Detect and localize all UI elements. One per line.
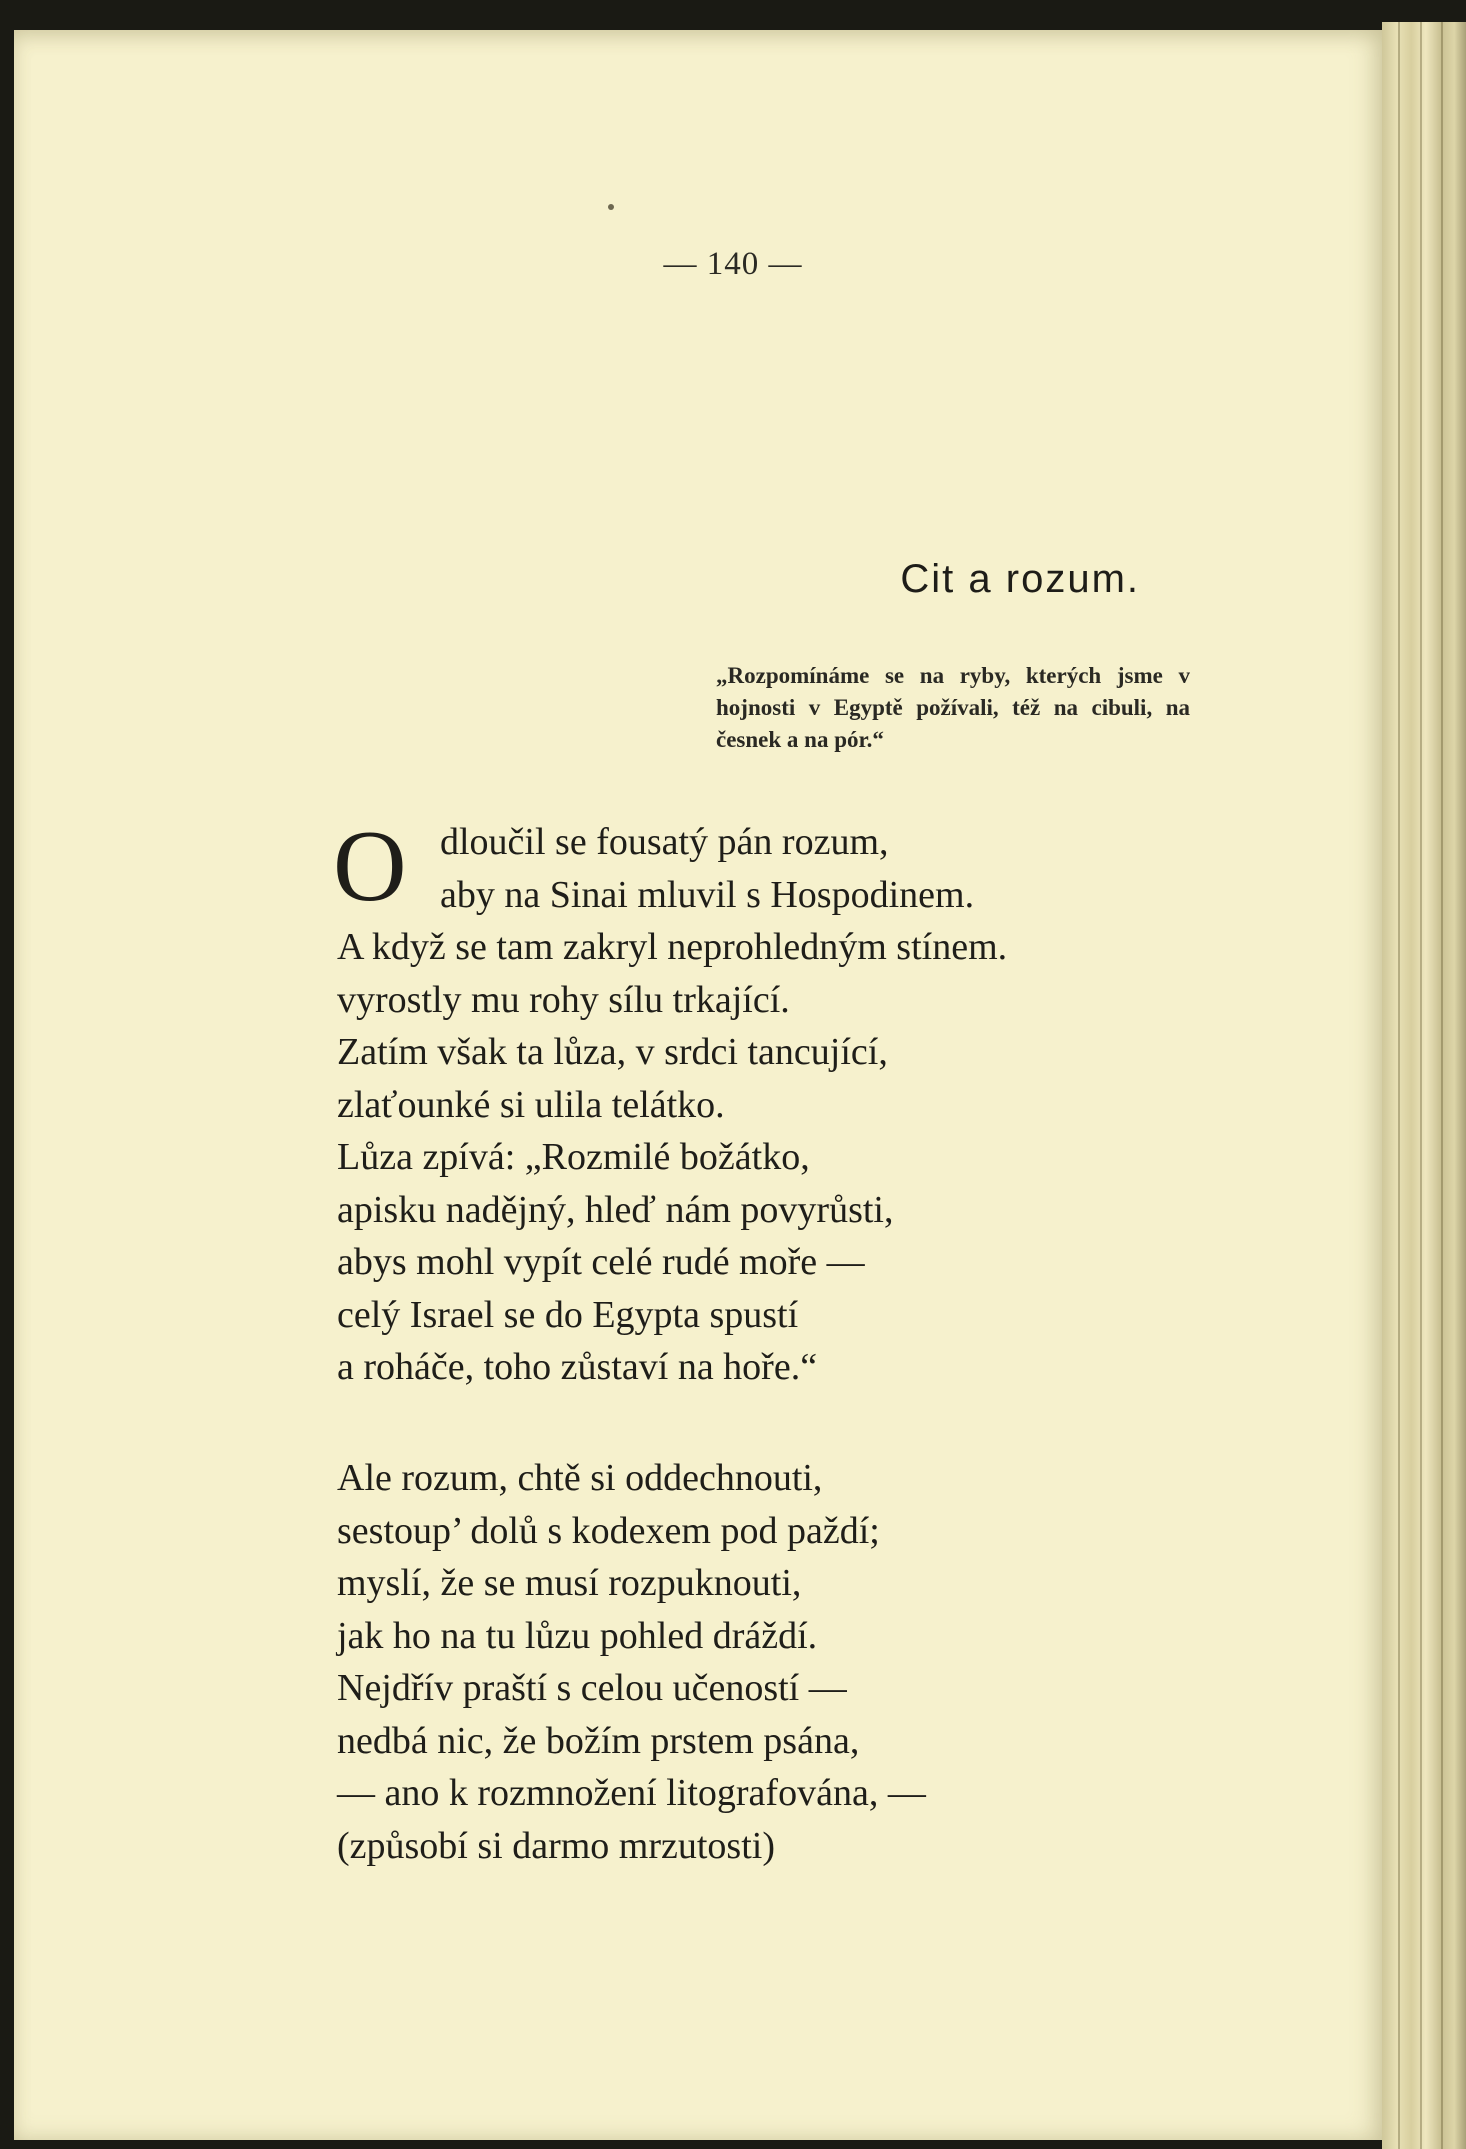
verse-line: dloučil se fousatý pán rozum, — [440, 821, 889, 863]
verse-line: nedbá nic, že božím prstem psána, — [337, 1719, 860, 1762]
verse-line: vyrostly mu rohy sílu trkající. — [337, 978, 790, 1021]
drop-cap-letter: O — [333, 810, 407, 923]
verse-line: jak ho na tu lůzu pohled dráždí. — [337, 1614, 818, 1657]
verse-line: zlaťounké si ulila telátko. — [337, 1083, 725, 1126]
verse-line: Zatím však ta lůza, v srdci tancující, — [337, 1031, 888, 1073]
verse-line: sestoup’ dolů s kodexem pod paždí; — [337, 1509, 880, 1552]
verse-line: — ano k rozmnožení litografována, — — [337, 1772, 926, 1814]
stanza-1 — [333, 810, 1237, 1394]
ink-speck — [608, 204, 614, 210]
verse-line: Nejdřív praští s celou učeností — — [337, 1667, 847, 1709]
poem-title: Cit a rozum. — [900, 557, 1140, 601]
epigraph-quote: „Rozpomínáme se na ryby, kterých jsme v hojnosti v Egyptě požívali, též na cibuli, na česnek a na pór.“ — [716, 663, 1190, 752]
verse-line: Lůza zpívá: „Rozmilé božátko, — [337, 1136, 810, 1178]
page-edge-line — [1398, 22, 1400, 2149]
page-edge-line — [1420, 22, 1422, 2149]
verse-line: A když se tam zakryl neprohledným stínem. — [337, 926, 1008, 968]
verse-line: a roháče, toho zůstaví na hoře.“ — [337, 1346, 818, 1388]
page-number: — 140 — — [663, 246, 803, 282]
verse-line: Ale rozum, chtě si oddechnouti, — [337, 1457, 823, 1499]
verse-line: (způsobí si darmo mrzutosti) — [337, 1824, 775, 1867]
page-stack-edge — [1382, 22, 1466, 2149]
page-edge-line — [1441, 22, 1443, 2149]
verse-line: abys mohl vypít celé rudé moře — — [337, 1241, 865, 1283]
verse-line: aby na Sinai mluvil s Hospodinem. — [440, 873, 975, 916]
verse-line: myslí, že se musí rozpuknouti, — [337, 1562, 802, 1604]
stanza-2 — [337, 1452, 1237, 1872]
verse-line: apisku nadějný, hleď nám povyrůsti, — [337, 1188, 894, 1231]
verse-line: celý Israel se do Egypta spustí — [337, 1293, 799, 1336]
